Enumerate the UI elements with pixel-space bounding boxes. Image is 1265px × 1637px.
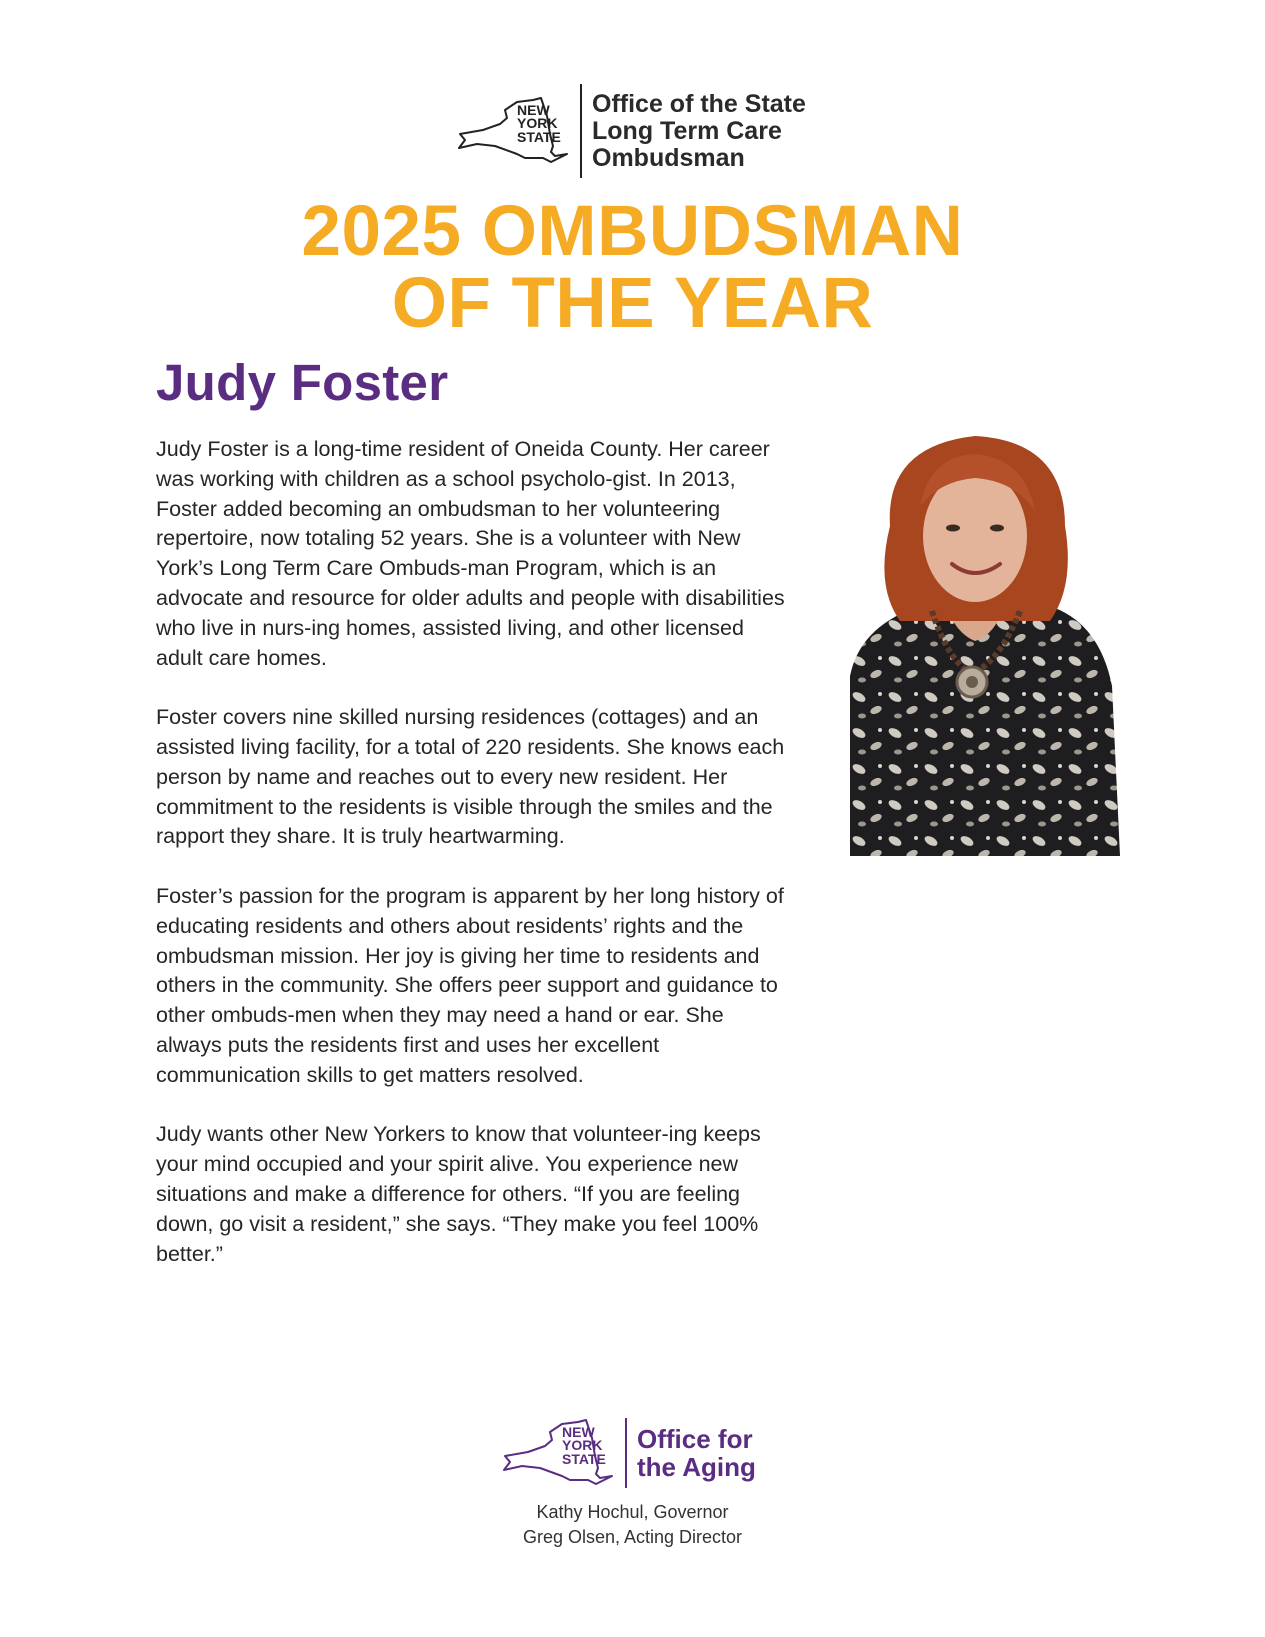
state-wordmark [562, 1426, 606, 1466]
office-line-2: the Aging [637, 1452, 756, 1482]
office-line-2: Long Term Care [592, 116, 782, 145]
paragraph: Foster covers nine skilled nursing residences (cottages) and an assisted living facility, for a total of 220 residents. She knows each person by name and reaches out to every new resident. Her commitment to the residents is visible through the smiles and the rapport they share. It is truly heartwarming. [156, 705, 785, 849]
logo-divider [625, 1418, 627, 1488]
honoree-photo [850, 436, 1120, 856]
office-line-1: Office for [637, 1423, 753, 1454]
ny-state-logo [455, 96, 570, 166]
logo-divider [580, 84, 582, 178]
state-word-new: NEW [517, 102, 550, 118]
office-name [637, 1425, 756, 1481]
article-body [156, 435, 786, 1299]
state-word-state: STATE [517, 128, 561, 145]
paragraph: Foster’s passion for the program is apparent by her long history of educating residents and others about residents’ rights and the ombudsman mission. Her joy is giving her time to residents and others in the community. She offers peer support and guidance to other ombuds-men when they may need a hand or ear. She always puts the residents first and uses her excellent communication skills to get matters resolved. [156, 883, 784, 1087]
paragraph: Judy wants other New Yorkers to know that volunteer-ing keeps your mind occupied and your spirit alive. You experience new situations and make a difference for others. “If you are feeling down, go visit a resident,” she says. “They make you feel 100% better.” [156, 1122, 761, 1266]
director-credit: Greg Olsen, Acting Director [522, 1527, 743, 1547]
office-for-aging-logo [500, 1418, 756, 1488]
ny-state-logo [500, 1418, 615, 1488]
state-word-state: STATE [562, 1450, 606, 1467]
governor-credit: Kathy Hochul, Governor [536, 1502, 729, 1522]
leadership-credits [0, 1500, 1265, 1550]
paragraph: Judy Foster is a long-time resident of Oneida County. Her career was working with children as a school psycholo-gist. In 2013, Foster added becoming an ombudsman to her volunteering repertoire, now totaling 52 years. She is a volunteer with New York’s Long Term Care Ombuds-man Program, which is an advocate and resource for older adults and people with disabilities who live in nurs-ing homes, assisted living, and other licensed adult care homes. [156, 437, 785, 670]
office-line-3: Ombudsman [592, 143, 745, 172]
headline-line-1: 2025 OMBUDSMAN [301, 192, 964, 271]
headline-line-2: OF THE YEAR [391, 264, 874, 343]
portrait-image [850, 436, 1120, 856]
honoree-name: Judy Foster [156, 354, 449, 411]
ltc-ombudsman-logo [455, 84, 806, 178]
state-wordmark [517, 104, 561, 144]
award-headline [0, 192, 1265, 343]
office-name [592, 91, 806, 172]
office-line-1: Office of the State [592, 89, 806, 118]
state-word-new: NEW [562, 1424, 595, 1440]
state-word-york: YORK [517, 115, 558, 132]
state-word-york: YORK [562, 1437, 603, 1454]
